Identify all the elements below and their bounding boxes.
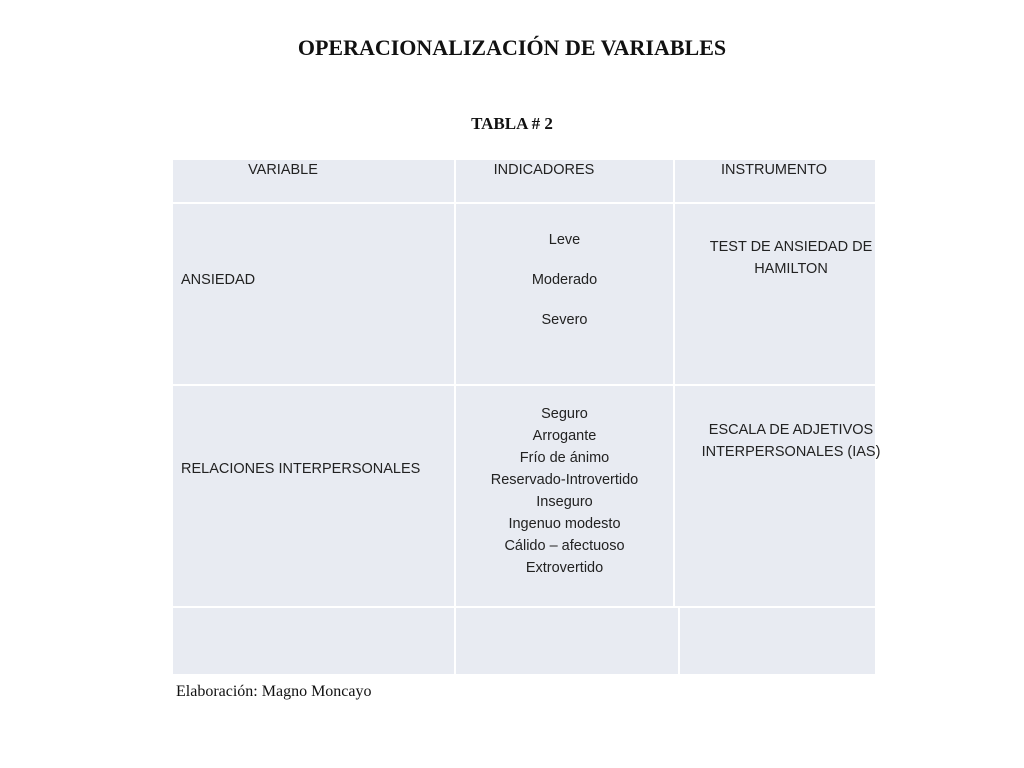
indicator-item: Moderado bbox=[531, 272, 598, 288]
indicator-item: Reservado-Introvertido bbox=[490, 472, 639, 488]
header-indicadores: INDICADORES bbox=[493, 162, 595, 178]
indicator-item: Severo bbox=[541, 312, 588, 328]
variables-table bbox=[173, 160, 881, 674]
indicators-relaciones bbox=[456, 403, 673, 579]
header-variable: VARIABLE bbox=[248, 162, 318, 178]
indicator-item: Inseguro bbox=[536, 494, 593, 510]
page-title: OPERACIONALIZACIÓN DE VARIABLES bbox=[297, 35, 727, 60]
column-divider bbox=[678, 608, 680, 674]
row-divider bbox=[173, 384, 875, 386]
indicator-item: Ingenuo modesto bbox=[508, 516, 621, 532]
indicator-item: Frío de ánimo bbox=[519, 450, 610, 466]
variable-ansiedad: ANSIEDAD bbox=[181, 272, 256, 288]
row-divider bbox=[173, 202, 875, 204]
indicator-item: Cálido – afectuoso bbox=[504, 538, 625, 554]
instrument-line: TEST DE ANSIEDAD DE bbox=[709, 239, 873, 255]
header-instrumento: INSTRUMENTO bbox=[720, 162, 828, 178]
source-note: Elaboración: Magno Moncayo bbox=[176, 683, 372, 700]
instrument-relaciones bbox=[675, 419, 907, 463]
indicator-item: Leve bbox=[548, 232, 581, 248]
indicators-ansiedad bbox=[456, 220, 673, 340]
indicator-item: Extrovertido bbox=[525, 560, 604, 576]
indicator-item: Arrogante bbox=[532, 428, 597, 444]
indicator-item: Seguro bbox=[541, 406, 588, 422]
instrument-line: INTERPERSONALES (IAS) bbox=[701, 444, 881, 460]
table-caption: TABLA # 2 bbox=[471, 114, 553, 133]
instrument-ansiedad bbox=[675, 236, 907, 280]
instrument-line: ESCALA DE ADJETIVOS bbox=[708, 422, 874, 438]
instrument-line: HAMILTON bbox=[754, 261, 828, 277]
variable-relaciones: RELACIONES INTERPERSONALES bbox=[181, 461, 421, 477]
row-divider bbox=[173, 606, 875, 608]
